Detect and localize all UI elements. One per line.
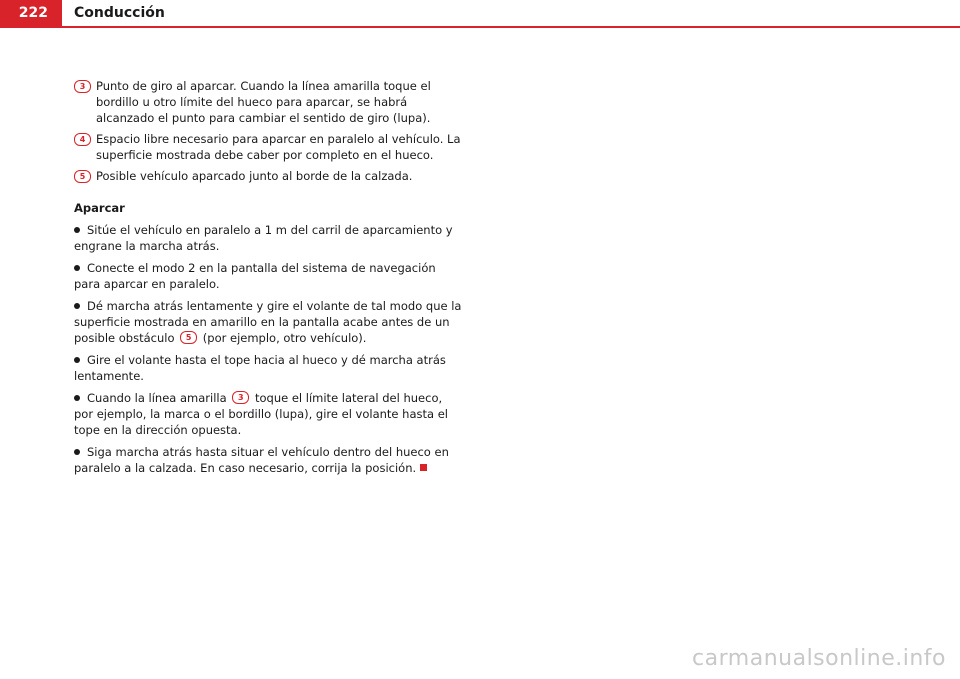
legend-text: Posible vehículo aparcado junto al borde de la calzada. bbox=[96, 169, 413, 183]
list-item-text: Cuando la línea amarilla bbox=[87, 391, 227, 405]
legend-text: Punto de giro al aparcar. Cuando la línea amarilla toque el bordillo u otro límite del hueco para aparcar, se habrá alcanzado el punto para cambiar el sentido de giro (lupa). bbox=[96, 79, 431, 125]
callout-marker-icon: 4 bbox=[74, 133, 91, 146]
list-item-text: Dé marcha atrás lentamente y gire el volante de tal modo que la superficie mostrada en amarillo en la pantalla acabe antes de un posible obstáculo bbox=[74, 299, 462, 345]
list-item-text: Sitúe el vehículo en paralelo a 1 m del carril de aparcamiento y engrane la marcha atrás. bbox=[74, 223, 453, 253]
page-number: 222 bbox=[0, 0, 62, 26]
list-item-text: Gire el volante hasta el tope hacia al hueco y dé marcha atrás lentamente. bbox=[74, 353, 446, 383]
legend-item-3 bbox=[74, 78, 464, 126]
callout-marker-icon: 5 bbox=[180, 331, 197, 344]
page-title: Conducción bbox=[74, 5, 165, 21]
list-item bbox=[74, 444, 464, 476]
list-item bbox=[74, 352, 464, 384]
bullet-icon bbox=[74, 449, 80, 455]
legend-text: Espacio libre necesario para aparcar en paralelo al vehículo. La superficie mostrada debe caber por completo en el hueco. bbox=[96, 132, 461, 162]
bullet-icon bbox=[74, 395, 80, 401]
list-item-text: Siga marcha atrás hasta situar el vehículo dentro del hueco en paralelo a la calzada. En caso necesario, corrija la posición. bbox=[74, 445, 449, 475]
callout-marker-icon: 3 bbox=[232, 391, 249, 404]
page-header bbox=[0, 0, 960, 28]
section-heading: Aparcar bbox=[74, 201, 125, 215]
list-item-text: Conecte el modo 2 en la pantalla del sistema de navegación para aparcar en paralelo. bbox=[74, 261, 436, 291]
legend-item-4 bbox=[74, 131, 464, 163]
callout-marker-icon: 5 bbox=[74, 170, 91, 183]
callout-marker-icon: 3 bbox=[74, 80, 91, 93]
list-item bbox=[74, 390, 464, 438]
end-of-section-icon bbox=[420, 464, 427, 471]
bullet-icon bbox=[74, 303, 80, 309]
watermark: carmanualsonline.info bbox=[692, 646, 946, 671]
bullet-icon bbox=[74, 227, 80, 233]
bullet-icon bbox=[74, 265, 80, 271]
list-item-text: toque el límite lateral del hueco, por ejemplo, la marca o el bordillo (lupa), gire el volante hasta el tope en la dirección opuesta. bbox=[74, 391, 448, 437]
header-rule bbox=[0, 26, 960, 28]
list-item bbox=[74, 298, 464, 346]
main-content bbox=[74, 78, 464, 482]
legend-item-5 bbox=[74, 168, 464, 184]
list-item bbox=[74, 222, 464, 254]
bullet-icon bbox=[74, 357, 80, 363]
list-item bbox=[74, 260, 464, 292]
list-item-text: (por ejemplo, otro vehículo). bbox=[202, 331, 367, 345]
